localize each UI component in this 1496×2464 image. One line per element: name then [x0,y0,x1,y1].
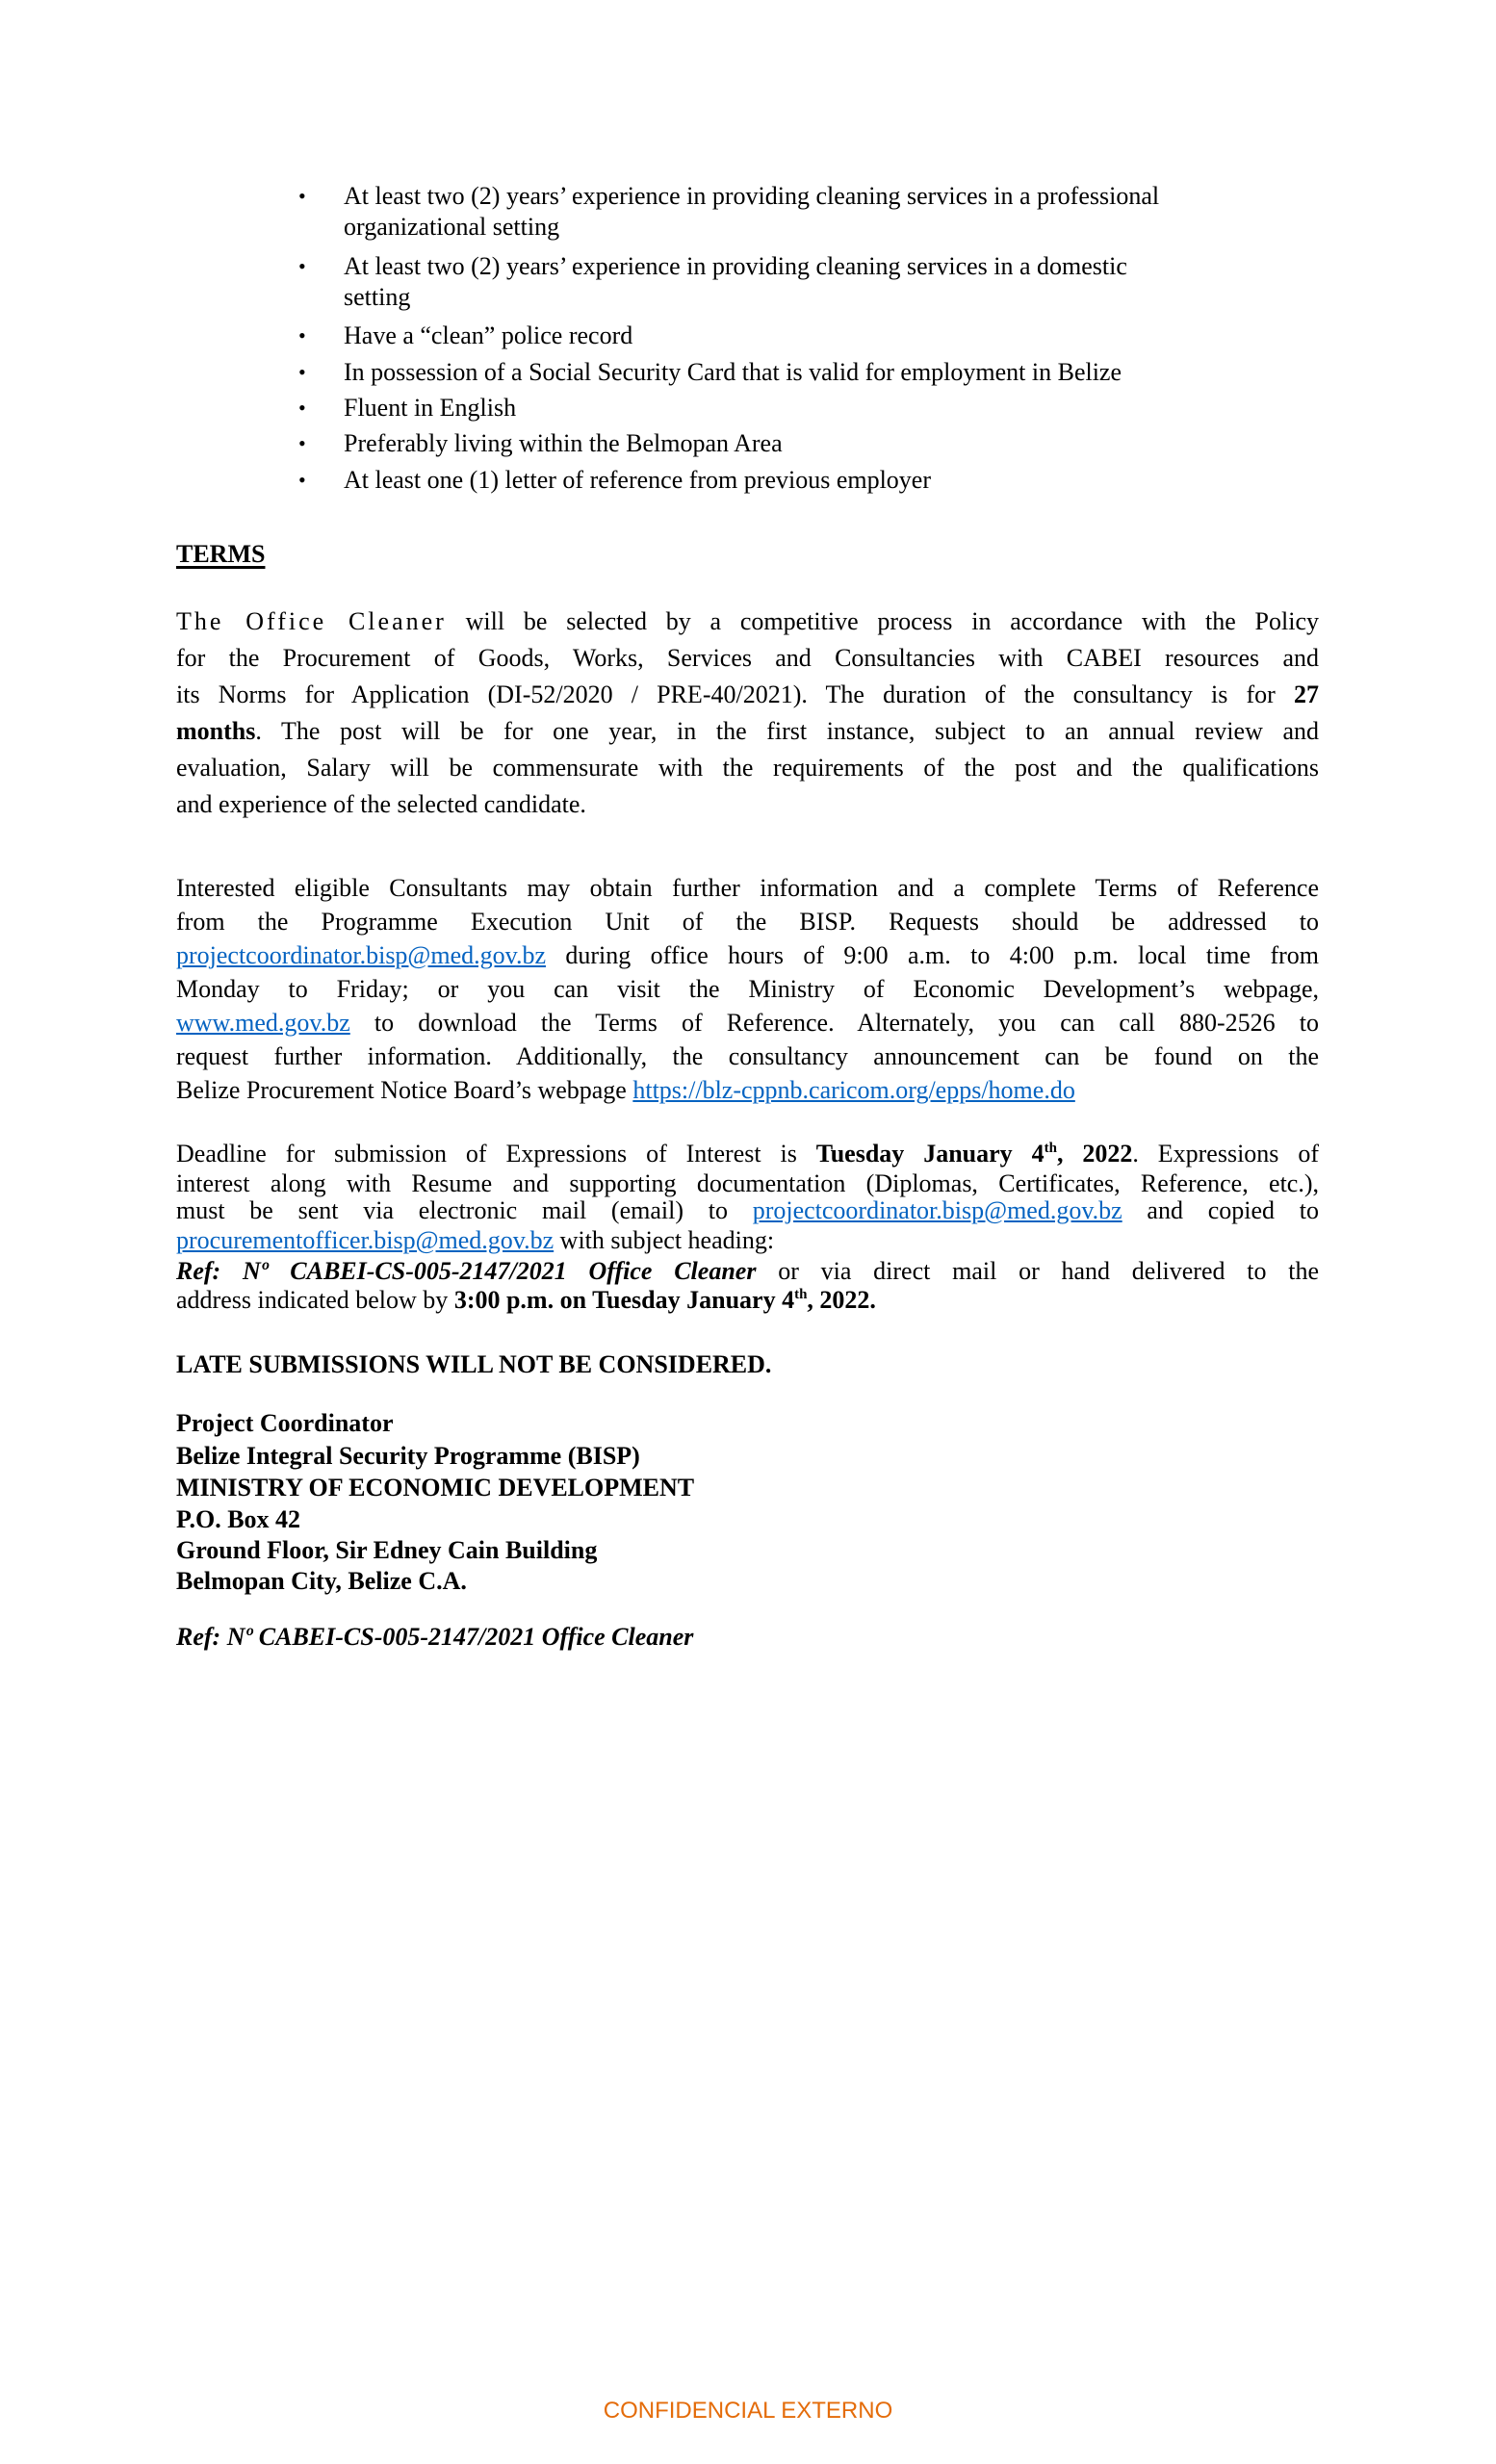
list-item: At least two (2) years’ experience in providing cleaning services in a domestic [344,252,1127,280]
list-item-continuation: organizational setting [344,213,560,241]
subject-reference: Ref: Nº CABEI-CS-005-2147/2021 Office Cleaner [176,1257,757,1285]
text: . Expressions of [1132,1140,1320,1168]
text: address indicated below by [176,1286,454,1314]
address-line: P.O. Box 42 [176,1505,301,1533]
address-line: Ground Floor, Sir Edney Cain Building [176,1536,598,1564]
text: must be sent via electronic mail (email) to [176,1196,753,1224]
text: Belize Procurement Notice Board’s webpage [176,1076,633,1104]
email-link-procurement[interactable]: procurementofficer.bisp@med.gov.bz [176,1226,555,1254]
paragraph-line [176,1257,1319,1286]
section-heading: TERMS [176,540,266,568]
late-submission-notice: LATE SUBMISSIONS WILL NOT BE CONSIDERED. [176,1350,772,1378]
paragraph-line [176,1196,1319,1225]
deadline-time: 3:00 p.m. on Tuesday January 4th, 2022. [453,1286,876,1314]
website-link-procurement[interactable]: https://blz-cppnb.caricom.org/epps/home.do [632,1076,1075,1104]
text: or via direct mail or hand delivered to the [756,1257,1320,1285]
email-link-coordinator[interactable]: projectcoordinator.bisp@med.gov.bz [752,1196,1122,1224]
deadline-date: Tuesday January 4th, 2022 [815,1140,1133,1168]
paragraph-line [176,1226,1319,1255]
list-item: At least one (1) letter of reference from previous employer [344,466,932,494]
confidentiality-label: CONFIDENCIAL EXTERNO [603,2398,893,2424]
paragraph-line [176,1076,1319,1105]
list-item: Preferably living within the Belmopan Area [344,429,783,457]
bullet-icon: • [298,323,306,347]
paragraph-line [176,1286,1319,1315]
paragraph-line: from the Programme Execution Unit of the BISP. Requests should be addressed to [176,908,1319,936]
address-line: Project Coordinator [176,1409,394,1437]
paragraph-line: for the Procurement of Goods, Works, Services and Consultancies with CABEI resources and [176,644,1319,672]
paragraph-line [176,680,1319,709]
bullet-icon: • [298,254,306,278]
paragraph-line: Monday to Friday; or you can visit the Ministry of Economic Development’s webpage, [176,975,1319,1003]
bullet-icon: • [298,184,306,208]
paragraph-line [176,941,1319,970]
email-link-coordinator[interactable]: projectcoordinator.bisp@med.gov.bz [176,941,546,969]
website-link-med[interactable]: www.med.gov.bz [176,1009,350,1037]
text: . The post will be for one year, in the first instance, subject to an annual review and [255,717,1319,745]
paragraph-line: and experience of the selected candidate. [176,790,586,818]
terms-heading-row [176,540,1319,569]
text: Deadline for submission of Expressions of Interest is [176,1140,816,1168]
list-item: In possession of a Social Security Card that is valid for employment in Belize [344,358,1122,386]
text: with subject heading: [554,1226,775,1254]
paragraph-line [176,1009,1319,1038]
address-line: MINISTRY OF ECONOMIC DEVELOPMENT [176,1474,695,1502]
paragraph-line [176,1140,1319,1168]
list-item-continuation: setting [344,283,411,311]
duration-value: 27 [1294,680,1319,708]
text: will be selected by a competitive process in accordance with the Policy [446,607,1319,635]
paragraph-line: Interested eligible Consultants may obtain further information and a complete Terms of Reference [176,874,1319,902]
bullet-icon: • [298,468,306,492]
list-item: Have a “clean” police record [344,321,633,349]
paragraph-line [176,607,1319,636]
bullet-icon: • [298,431,306,455]
text: and copied to [1122,1196,1319,1224]
reference-line: Ref: Nº CABEI-CS-005-2147/2021 Office Cleaner [176,1623,694,1651]
paragraph-line: interest along with Resume and supporting documentation (Diplomas, Certificates, Reference, etc.), [176,1169,1319,1197]
address-line: Belize Integral Security Programme (BISP) [176,1442,640,1470]
text: its Norms for Application (DI-52/2020 / PRE-40/2021). The duration of the consultancy is for [176,680,1294,708]
role-title: The Office Cleaner [176,607,447,635]
bullet-icon: • [298,360,306,384]
paragraph-line [176,717,1319,746]
paragraph-line: evaluation, Salary will be commensurate with the requirements of the post and the qualifications [176,754,1319,782]
address-line: Belmopan City, Belize C.A. [176,1567,467,1595]
list-item: Fluent in English [344,394,517,422]
paragraph-line: request further information. Additionally, the consultancy announcement can be found on the [176,1042,1319,1070]
list-item: At least two (2) years’ experience in providing cleaning services in a professional [344,182,1160,210]
text: during office hours of 9:00 a.m. to 4:00 p.m. local time from [546,941,1319,969]
duration-unit: months [176,717,256,745]
text: to download the Terms of Reference. Alternately, you can call 880-2526 to [349,1009,1319,1037]
bullet-icon: • [298,396,306,420]
